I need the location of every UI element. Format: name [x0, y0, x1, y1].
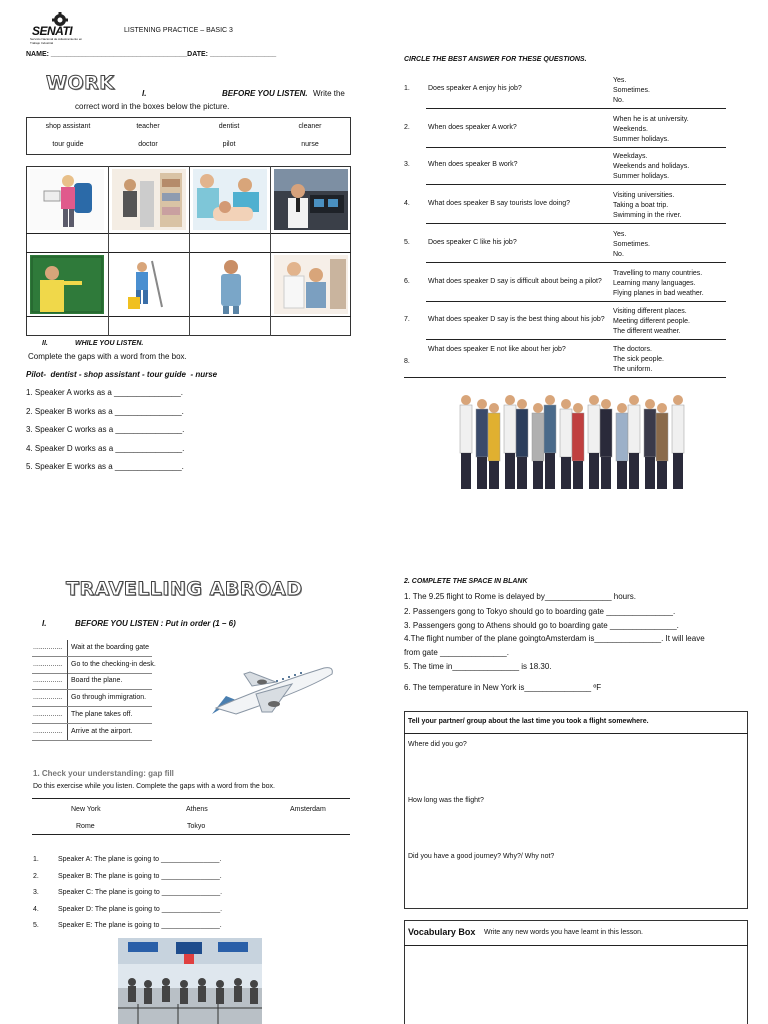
worker-figure — [544, 405, 556, 453]
question-text: What does speaker D say is difficult about being a pilot? — [428, 278, 602, 285]
plane-number: 5. — [33, 922, 39, 929]
answer-option[interactable]: Visiting different places. — [613, 308, 687, 315]
worker-figure — [560, 409, 572, 457]
worker-figure — [533, 403, 543, 413]
order-item: The plane takes off. — [71, 711, 133, 718]
question-text: When does speaker B work? — [428, 161, 518, 168]
worker-figure — [516, 409, 528, 457]
question-text: When does speaker A work? — [428, 124, 517, 131]
answer-option[interactable]: No. — [613, 97, 624, 104]
worker-figure — [629, 453, 639, 489]
section2-instruction: Complete the gaps with a word from the box. — [28, 352, 187, 361]
answer-option[interactable]: Flying planes in bad weather. — [613, 290, 704, 297]
workers-group-picture — [452, 386, 688, 506]
speaker-line: 4. Speaker D works as a _______________. — [26, 444, 185, 453]
name-date-line: NAME: ___________________________________DATE: _________________ — [26, 51, 277, 58]
question-text: What does speaker B say tourists love doing? — [428, 200, 571, 207]
senati-logo — [28, 12, 92, 46]
plane-item[interactable]: Speaker E: The plane is going to _______________. — [58, 922, 222, 929]
teacher-picture — [30, 255, 104, 314]
answer-option[interactable]: Travelling to many countries. — [613, 270, 703, 277]
answer-option[interactable]: The sick people. — [613, 356, 664, 363]
order-item: Arrive at the airport. — [71, 728, 133, 735]
worker-figure — [461, 453, 471, 489]
travel-heading: TRAVELLING ABROAD — [66, 578, 303, 600]
worker-figure — [477, 399, 487, 409]
word-item: tour guide — [52, 141, 84, 148]
plane-item[interactable]: Speaker C: The plane is going to _______________. — [58, 889, 223, 896]
speaker-line: 2. Speaker B works as a _______________. — [26, 407, 184, 416]
answer-options — [613, 115, 689, 145]
worker-figure — [489, 461, 499, 489]
word-item: pilot — [222, 141, 236, 148]
question-number: 1. — [404, 85, 410, 92]
answer-option[interactable]: The doctors. — [613, 346, 652, 353]
worker-figure — [545, 395, 555, 405]
order-item: Go to the checking-in desk. — [71, 661, 156, 668]
complete-line: 4.The flight number of the plane goingtoAmsterdam is_______________. It will leave — [404, 634, 705, 643]
worker-figure — [657, 403, 667, 413]
complete-line: 2. Passengers gong to Tokyo should go to boarding gate _______________. — [404, 607, 676, 616]
order-item: Wait at the boarding gate — [71, 644, 149, 651]
page-title: LISTENING PRACTICE – BASIC 3 — [124, 27, 233, 34]
answer-option[interactable]: No. — [613, 251, 624, 258]
word-item: shop assistant — [45, 123, 91, 130]
nurse-picture — [193, 255, 267, 314]
worker-figure — [488, 413, 500, 461]
question-number: 6. — [404, 278, 410, 285]
order-blank[interactable]: ............... — [33, 661, 63, 668]
question-number: 2. — [404, 124, 410, 131]
worker-figure — [673, 453, 683, 489]
logo-text: SENATI — [32, 24, 73, 38]
section1-instruction-a: Write the — [313, 89, 345, 98]
answer-option[interactable]: Summer holidays. — [613, 136, 670, 143]
worker-figure — [477, 457, 487, 489]
shop-assistant-picture — [112, 169, 186, 230]
question-number: 3. — [404, 161, 410, 168]
speaker-line: 5. Speaker E works as a _______________. — [26, 462, 184, 471]
worker-figure — [504, 405, 516, 453]
worker-figure — [628, 405, 640, 453]
city-item: New York — [71, 806, 101, 813]
worker-figure — [545, 453, 555, 489]
word-item: nurse — [301, 141, 319, 148]
answer-option[interactable]: Sometimes. — [613, 241, 650, 248]
worker-figure — [461, 395, 471, 405]
complete-line: 5. The time in_______________ is 18.30. — [404, 662, 552, 671]
worker-figure — [476, 409, 488, 457]
answer-options — [613, 152, 689, 182]
complete-line: 6. The temperature in New York is_______________ ºF — [404, 683, 602, 692]
order-item: Board the plane. — [71, 677, 123, 684]
worker-figure — [657, 461, 667, 489]
answer-option[interactable]: Summer holidays. — [613, 173, 670, 180]
plane-number: 1. — [33, 856, 39, 863]
complete-line: 1. The 9.25 flight to Rome is delayed by_______________ hours. — [404, 592, 637, 601]
worker-figure — [600, 409, 612, 457]
worker-figure — [517, 399, 527, 409]
answer-options — [613, 191, 681, 221]
answer-option[interactable]: Sometimes. — [613, 87, 650, 94]
answer-option[interactable]: The uniform. — [613, 366, 653, 373]
answer-option[interactable]: Weekends. — [613, 126, 648, 133]
logo-subtitle: Servicio Nacional de Adiestramiento en Trabajo Industrial — [30, 37, 83, 45]
order-blank[interactable]: ............... — [33, 677, 63, 684]
worker-figure — [673, 395, 683, 405]
work-heading: WORK — [46, 72, 115, 94]
answer-options — [613, 307, 690, 337]
tour-guide-picture — [30, 169, 104, 230]
plane-number: 2. — [33, 873, 39, 880]
pilot-picture — [274, 169, 348, 230]
answer-option[interactable]: Weekdays. — [613, 153, 648, 160]
section2-title: WHILE YOU LISTEN. — [75, 340, 144, 347]
answer-options — [613, 269, 704, 299]
gap-word-list: Pilot- dentist - shop assistant - tour guide - nurse — [26, 370, 218, 379]
plane-item[interactable]: Speaker A: The plane is going to _______________. — [58, 856, 222, 863]
vocabulary-title: Vocabulary Box — [408, 927, 476, 937]
answer-option[interactable]: Learning many languages. — [613, 280, 696, 287]
question-text: What does speaker D say is the best thing about his job? — [428, 316, 605, 323]
worker-figure — [561, 457, 571, 489]
partner-question-where[interactable]: Where did you go? — [408, 741, 467, 748]
plane-number: 3. — [33, 889, 39, 896]
plane-item[interactable]: Speaker B: The plane is going to _______________. — [58, 873, 222, 880]
worker-figure — [573, 403, 583, 413]
speaker-line: 1. Speaker A works as a _______________. — [26, 388, 184, 397]
worker-figure — [505, 453, 515, 489]
plane-number: 4. — [33, 906, 39, 913]
section2-number: II. — [42, 340, 48, 347]
worker-figure — [533, 461, 543, 489]
worker-figure — [589, 395, 599, 405]
answer-options — [613, 230, 650, 260]
worker-figure — [672, 405, 684, 453]
complete-line: 3. Passengers gong to Athens should go to boarding gate _______________. — [404, 621, 679, 630]
word-item: doctor — [138, 141, 158, 148]
travel-section1-number: I. — [42, 619, 47, 628]
answer-options — [613, 345, 664, 375]
worker-figure — [517, 457, 527, 489]
worker-figure — [561, 399, 571, 409]
section1-title: BEFORE YOU LISTEN. — [222, 89, 308, 98]
question-number: 8. — [404, 358, 410, 365]
worker-figure — [645, 399, 655, 409]
question-number: 5. — [404, 239, 410, 246]
section1-number: I. — [142, 89, 147, 98]
complete-line: from gate _______________. — [404, 648, 509, 657]
dentist-picture — [193, 169, 267, 230]
answer-option[interactable]: Taking a boat trip. — [613, 202, 669, 209]
order-item: Go through immigration. — [71, 694, 147, 701]
speaker-line: 3. Speaker C works as a _______________. — [26, 425, 185, 434]
partner-question-how-long[interactable]: How long was the flight? — [408, 797, 484, 804]
airplane-picture — [206, 656, 338, 728]
answer-option[interactable]: Yes. — [613, 77, 627, 84]
answer-option[interactable]: Yes. — [613, 231, 627, 238]
word-item: dentist — [218, 123, 240, 130]
vocabulary-instruction: Write any new words you have learnt in this lesson. — [484, 929, 644, 936]
city-item: Amsterdam — [290, 806, 326, 813]
answer-option[interactable]: When he is at university. — [613, 116, 689, 123]
city-item: Tokyo — [187, 823, 206, 830]
worker-figure — [617, 403, 627, 413]
section1-instruction-b: correct word in the boxes below the picture. — [75, 102, 230, 111]
worker-figure — [460, 405, 472, 453]
travel-section1-title: BEFORE YOU LISTEN : Put in order (1 – 6) — [75, 619, 236, 628]
partner-title: Tell your partner/ group about the last time you took a flight somewhere. — [408, 718, 649, 725]
answer-option[interactable]: Swimming in the river. — [613, 212, 682, 219]
word-item: cleaner — [298, 123, 322, 130]
word-item: teacher — [136, 123, 160, 130]
order-blank[interactable]: ............... — [33, 644, 63, 651]
worker-figure — [532, 413, 544, 461]
partner-question-journey[interactable]: Did you have a good journey? Why?/ Why not? — [408, 853, 555, 860]
city-item: Athens — [186, 806, 208, 813]
worker-figure — [645, 457, 655, 489]
doctor-picture — [274, 255, 348, 314]
worker-figure — [589, 453, 599, 489]
worker-figure — [629, 395, 639, 405]
order-blank[interactable]: ............... — [33, 694, 63, 701]
worker-figure — [601, 399, 611, 409]
city-item: Rome — [76, 823, 95, 830]
worker-figure — [601, 457, 611, 489]
question-number: 7. — [404, 316, 410, 323]
worker-figure — [656, 413, 668, 461]
answer-option[interactable]: Meeting different people. — [613, 318, 690, 325]
worker-figure — [572, 413, 584, 461]
answer-option[interactable]: Visiting universities. — [613, 192, 675, 199]
worker-figure — [505, 395, 515, 405]
plane-item[interactable]: Speaker D: The plane is going to _______________. — [58, 906, 223, 913]
answer-option[interactable]: Weekends and holidays. — [613, 163, 690, 170]
airport-picture — [118, 938, 262, 1024]
worker-figure — [588, 405, 600, 453]
order-blank[interactable]: ............... — [33, 728, 63, 735]
circle-title: CIRCLE THE BEST ANSWER FOR THESE QUESTIONS. — [404, 56, 587, 63]
question-text: Does speaker A enjoy his job? — [428, 85, 522, 92]
answer-option[interactable]: The different weather. — [613, 328, 681, 335]
complete-title: 2. COMPLETE THE SPACE IN BLANK — [404, 578, 528, 585]
worker-figure — [617, 461, 627, 489]
order-blank[interactable]: ............... — [33, 711, 63, 718]
worker-figure — [616, 413, 628, 461]
answer-options — [613, 76, 650, 106]
question-number: 4. — [404, 200, 410, 207]
worker-figure — [573, 461, 583, 489]
cleaner-picture — [112, 255, 186, 314]
check-instruction: Do this exercise while you listen. Complete the gaps with a word from the box. — [33, 783, 276, 790]
question-text: What does speaker E not like about her job? — [428, 346, 566, 353]
worker-figure — [489, 403, 499, 413]
question-text: Does speaker C like his job? — [428, 239, 517, 246]
worker-figure — [644, 409, 656, 457]
check-title: 1. Check your understanding: gap fill — [33, 769, 174, 778]
